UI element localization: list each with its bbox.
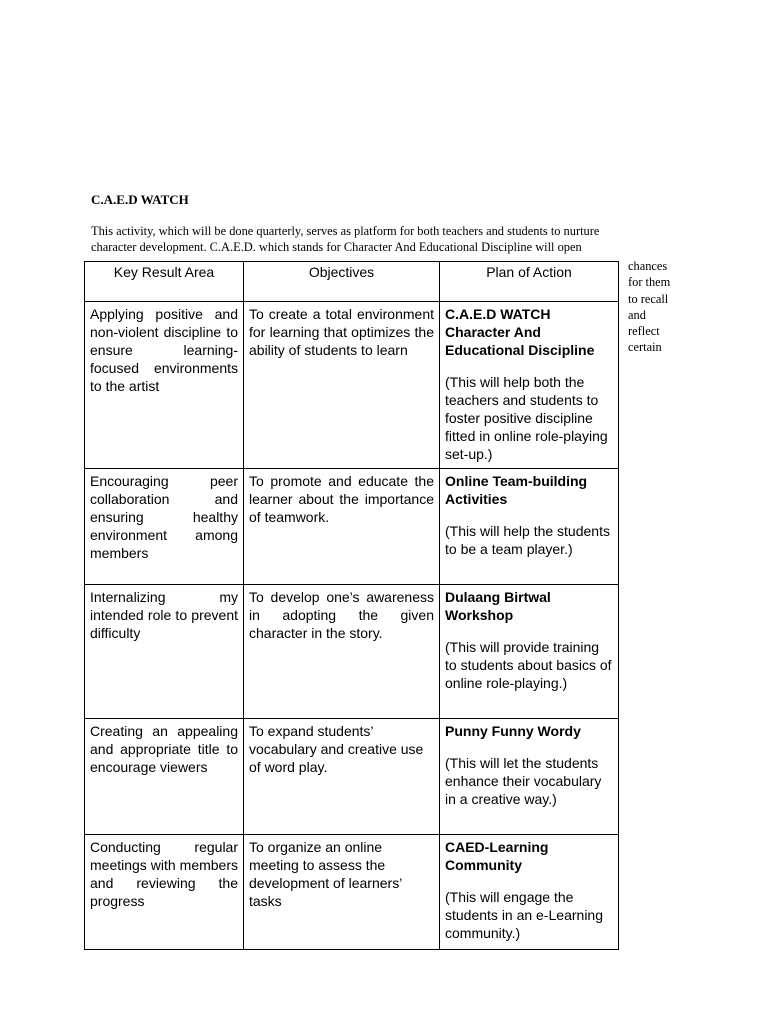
header-objectives: Objectives xyxy=(244,262,440,302)
plan-description: (This will let the students enhance their vocabulary in a creative way.) xyxy=(445,755,602,807)
plan-description: (This will engage the students in an e-Learning community.) xyxy=(445,889,603,941)
kra-cell: Internalizing my intended role to prevent difficulty xyxy=(85,585,244,719)
plan-cell xyxy=(440,302,619,469)
intro-paragraph xyxy=(91,223,691,255)
table-header-row xyxy=(85,262,619,302)
intro-word: chances xyxy=(628,259,668,273)
objective-cell: To develop one’s awareness in adopting the given character in the story. xyxy=(244,585,440,719)
plan-cell xyxy=(440,469,619,585)
plan-description: (This will provide training to students about basics of online role-playing.) xyxy=(445,639,612,691)
intro-word: certain xyxy=(628,340,662,355)
intro-continuation xyxy=(628,258,688,356)
kra-cell: Encouraging peer collaboration and ensuring healthy environment among members xyxy=(85,469,244,585)
header-key-result-area: Key Result Area xyxy=(85,262,244,302)
plan-cell xyxy=(440,719,619,835)
header-plan-of-action: Plan of Action xyxy=(440,262,619,302)
objective-cell: To organize an online meeting to assess the development of learners’ tasks xyxy=(244,835,440,950)
kra-cell: Applying positive and non-violent discipline to ensure learning-focused environments to the artist xyxy=(85,302,244,469)
intro-word: reflect xyxy=(628,324,660,339)
intro-word: and xyxy=(628,307,646,322)
intro-line: character development. C.A.E.D. which stands for Character And Educational Discipline will open xyxy=(91,240,582,254)
plan-description: (This will help the students to be a team player.) xyxy=(445,523,610,557)
objective-cell: To expand students’ vocabulary and creative use of word play. xyxy=(244,719,440,835)
plan-title: C.A.E.D WATCH Character And Educational Discipline xyxy=(445,306,595,358)
table-row xyxy=(85,719,619,835)
document-title: C.A.E.D WATCH xyxy=(91,192,189,207)
plan-description: (This will help both the teachers and students to foster positive discipline fitted in online role-playing set-up.) xyxy=(445,374,608,462)
plan-cell xyxy=(440,585,619,719)
plan-title: Dulaang Birtwal Workshop xyxy=(445,589,551,623)
kra-cell: Creating an appealing and appropriate title to encourage viewers xyxy=(85,719,244,835)
table-row xyxy=(85,302,619,469)
intro-word: for them xyxy=(628,275,671,290)
plan-cell xyxy=(440,835,619,950)
intro-word: to recall xyxy=(628,291,669,306)
table-row xyxy=(85,469,619,585)
objective-cell: To promote and educate the learner about the importance of teamwork. xyxy=(244,469,440,585)
table-row xyxy=(85,585,619,719)
action-plan-table xyxy=(84,261,619,950)
plan-title: Online Team-building Activities xyxy=(445,473,588,507)
intro-line: This activity, which will be done quarterly, serves as platform for both teachers and students to nurture xyxy=(91,224,600,238)
table-row xyxy=(85,835,619,950)
objective-cell: To create a total environment for learning that optimizes the ability of students to learn xyxy=(244,302,440,469)
plan-title: Punny Funny Wordy xyxy=(445,723,581,739)
kra-cell: Conducting regular meetings with members and reviewing the progress xyxy=(85,835,244,950)
plan-title: CAED-Learning Community xyxy=(445,839,549,873)
